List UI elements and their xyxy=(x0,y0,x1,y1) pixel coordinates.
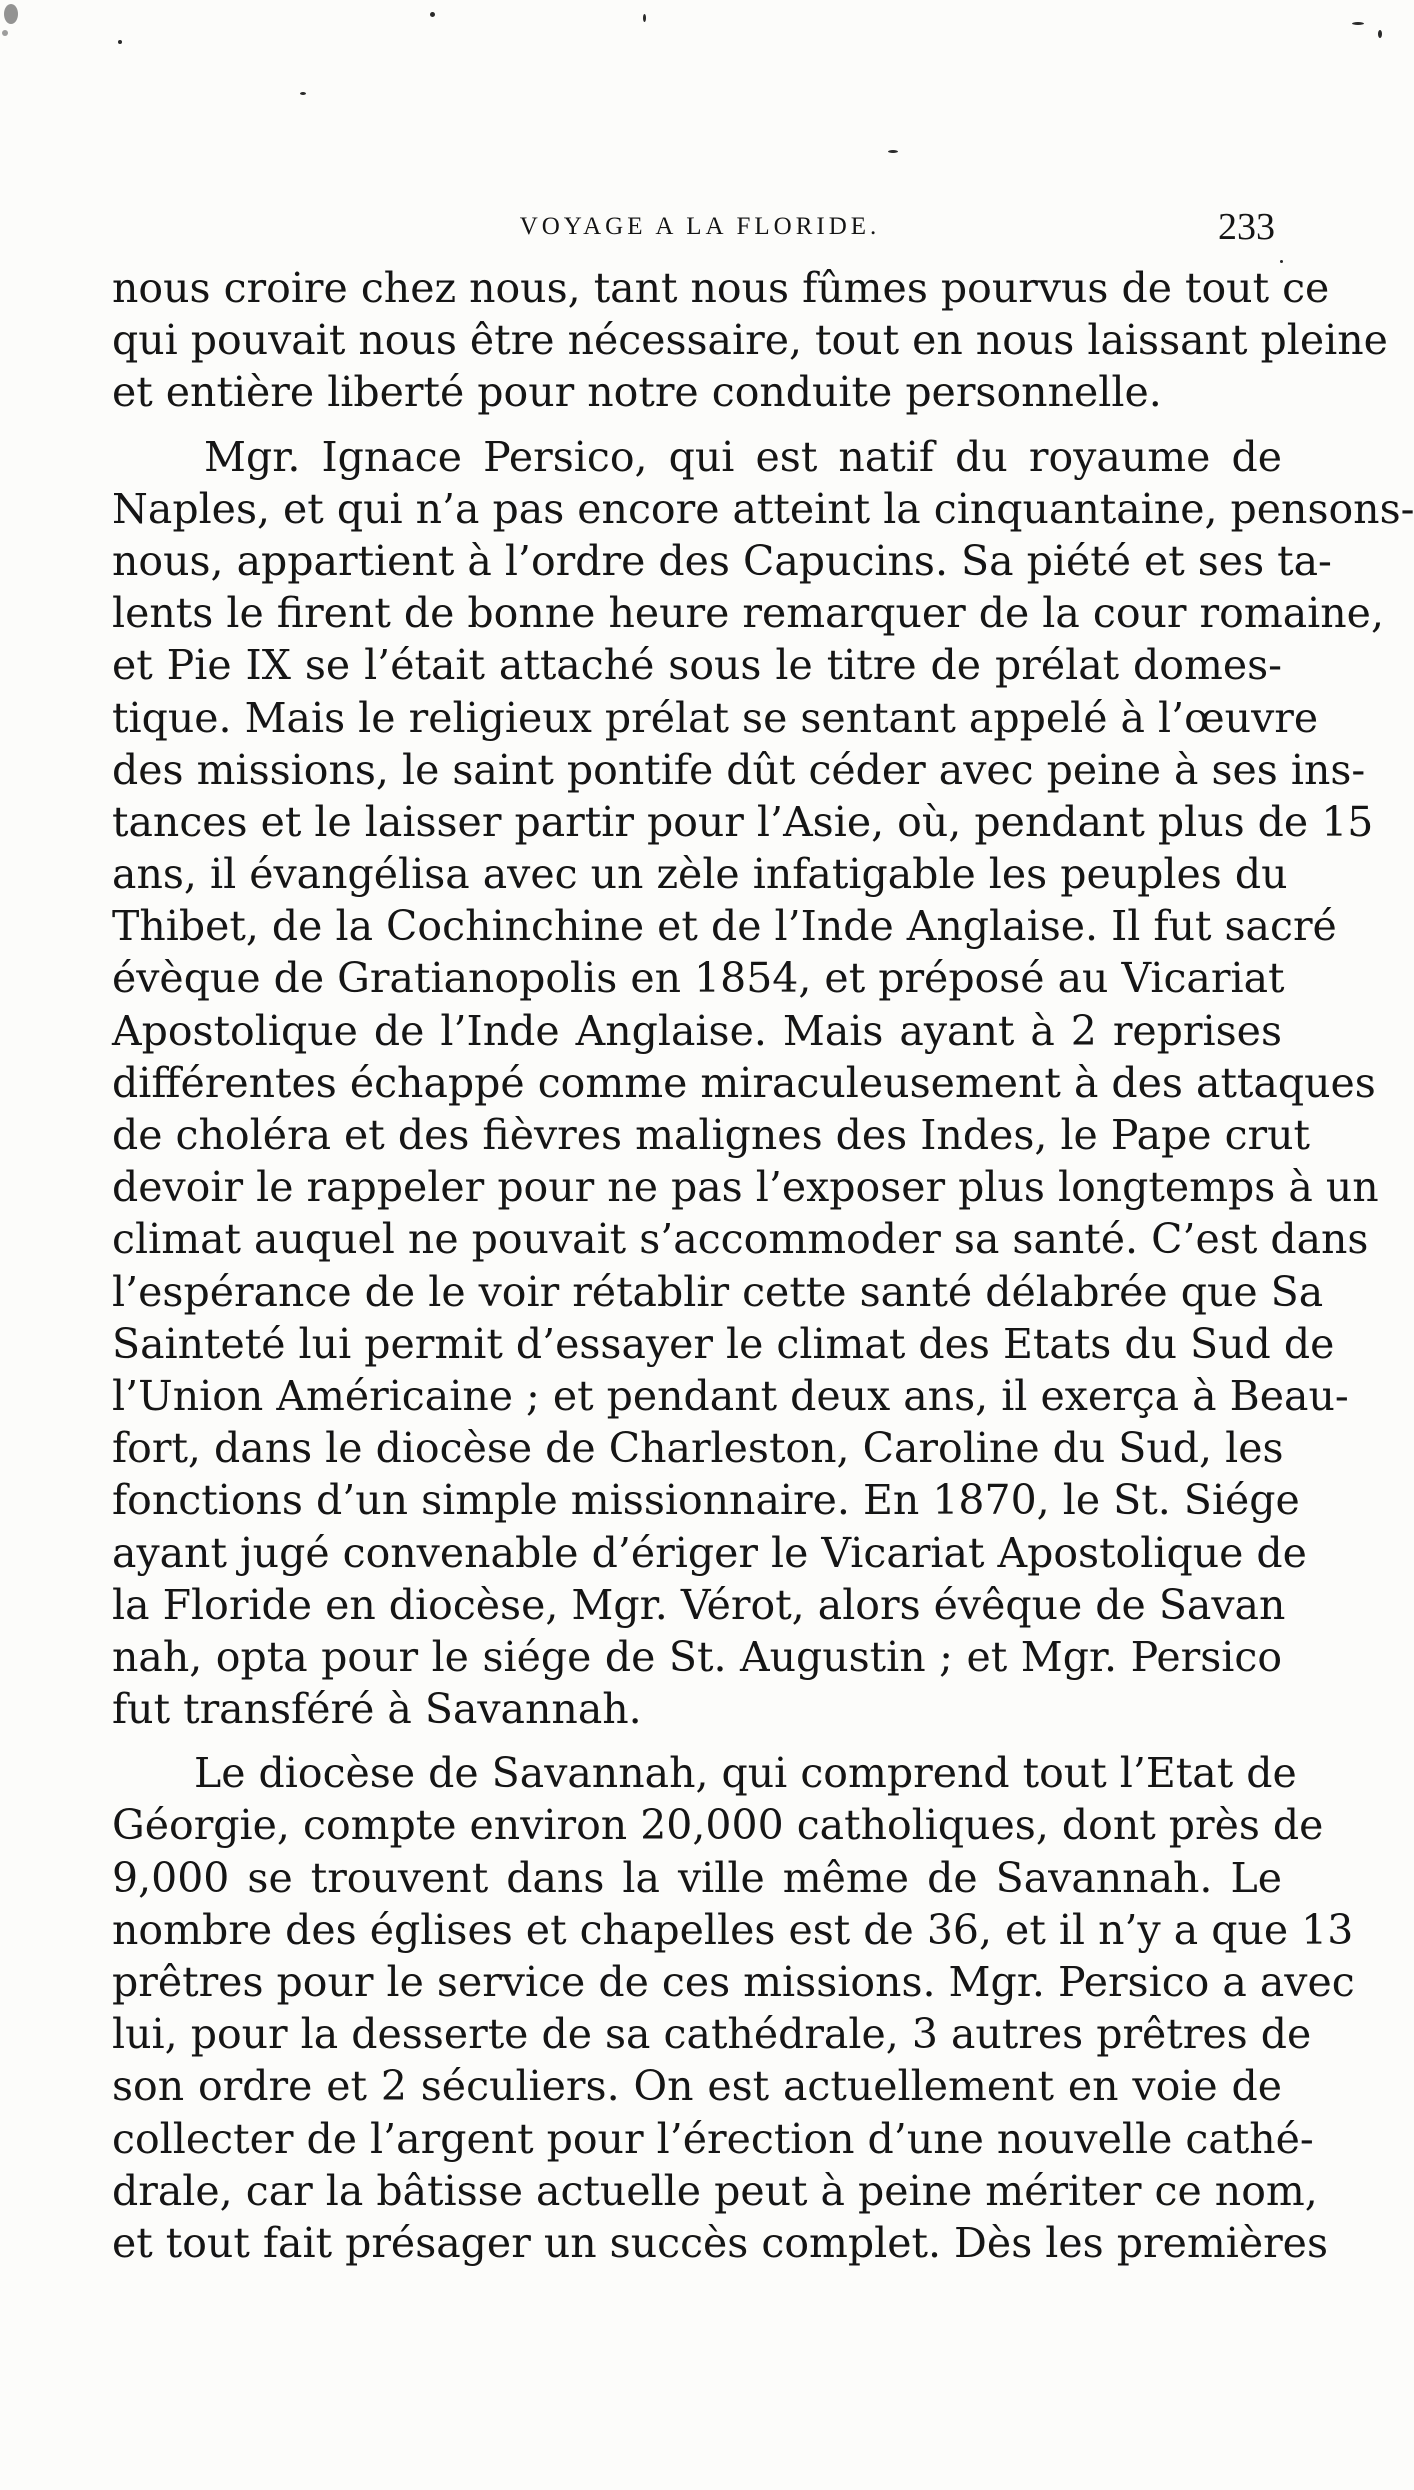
paragraph xyxy=(112,262,1388,419)
text-line: l’espérance de le voir rétablir cette santé délabrée que Sa xyxy=(112,1267,1324,1316)
text-line: et tout fait présager un succès complet. Dès les premières xyxy=(112,2218,1328,2267)
text-line: nombre des églises et chapelles est de 36, et il n’y a que 13 xyxy=(112,1905,1354,1954)
text-line: collecter de l’argent pour l’érection d’une nouvelle cathé- xyxy=(112,2114,1314,2163)
text-line: Le diocèse de Savannah, qui comprend tout l’Etat de xyxy=(194,1749,1297,1798)
text-line: lents le firent de bonne heure remarquer de la cour romaine, xyxy=(112,589,1384,638)
text-line: fut transféré à Savannah. xyxy=(112,1685,642,1734)
text-line: qui pouvait nous être nécessaire, tout en nous laissant pleine xyxy=(112,316,1388,365)
text-line: 9,000 se trouvent dans la ville même de Savannah. Le xyxy=(112,1853,1282,1902)
text-line: Mgr. Ignace Persico, qui est natif du royaume de xyxy=(204,432,1282,481)
text-line: prêtres pour le service de ces missions. Mgr. Persico a avec xyxy=(112,1958,1355,2006)
text-line: Géorgie, compte environ 20,000 catholiques, dont près de xyxy=(112,1801,1324,1850)
text-line: tances et le laisser partir pour l’Asie, où, pendant plus de 15 xyxy=(112,797,1374,846)
text-line: fort, dans le diocèse de Charleston, Caroline du Sud, les xyxy=(112,1424,1284,1473)
text-line: différentes échappé comme miraculeusement à des attaques xyxy=(112,1058,1376,1107)
text-line: l’Union Américaine ; et pendant deux ans, il exerça à Beau- xyxy=(112,1371,1349,1420)
text-line: ayant jugé convenable d’ériger le Vicariat Apostolique de xyxy=(112,1528,1307,1577)
paragraph xyxy=(112,1747,1355,2269)
text-line: lui, pour la desserte de sa cathédrale, 3 autres prêtres de xyxy=(112,2010,1312,2059)
text-line: son ordre et 2 séculiers. On est actuellement en voie de xyxy=(112,2062,1282,2111)
text-line: climat auquel ne pouvait s’accommoder sa santé. C’est dans xyxy=(112,1215,1369,1264)
running-head: VOYAGE A LA FLORIDE. xyxy=(519,213,881,240)
text-line: Sainteté lui permit d’essayer le climat des Etats du Sud de xyxy=(112,1319,1335,1368)
text-line: la Floride en diocèse, Mgr. Vérot, alors évêque de Savan xyxy=(112,1580,1286,1629)
text-line: drale, car la bâtisse actuelle peut à peine mériter ce nom, xyxy=(112,2166,1318,2215)
text-line: devoir le rappeler pour ne pas l’exposer plus longtemps à un xyxy=(112,1163,1379,1212)
text-line: des missions, le saint pontife dût céder avec peine à ses ins- xyxy=(112,745,1366,794)
text-line: fonctions d’un simple missionnaire. En 1870, le St. Siége xyxy=(112,1476,1300,1525)
text-line: nah, opta pour le siége de St. Augustin ; et Mgr. Persico xyxy=(112,1632,1282,1681)
text-line: Naples, et qui n’a pas encore atteint la cinquantaine, pensons- xyxy=(112,484,1414,533)
text-line: nous croire chez nous, tant nous fûmes pourvus de tout ce xyxy=(112,264,1330,312)
body-text xyxy=(112,262,1414,2269)
page-number: 233 xyxy=(1218,206,1275,248)
text-line: tique. Mais le religieux prélat se sentant appelé à l’œuvre xyxy=(112,693,1319,742)
text-line: de choléra et des fièvres malignes des Indes, le Pape crut xyxy=(112,1111,1311,1159)
page-header xyxy=(115,205,1285,255)
text-line: Apostolique de l’Inde Anglaise. Mais ayant à 2 reprises xyxy=(112,1006,1282,1055)
text-line: ans, il évangélisa avec un zèle infatigable les peuples du xyxy=(112,850,1288,899)
paragraph xyxy=(112,431,1414,1736)
text-line: nous, appartient à l’ordre des Capucins. Sa piété et ses ta- xyxy=(112,536,1332,585)
text-line: Thibet, de la Cochinchine et de l’Inde Anglaise. Il fut sacré xyxy=(112,902,1337,951)
text-line: évèque de Gratianopolis en 1854, et préposé au Vicariat xyxy=(112,954,1285,1003)
text-line: et entière liberté pour notre conduite personnelle. xyxy=(112,368,1162,417)
text-line: et Pie IX se l’était attaché sous le titre de prélat domes- xyxy=(112,641,1282,690)
